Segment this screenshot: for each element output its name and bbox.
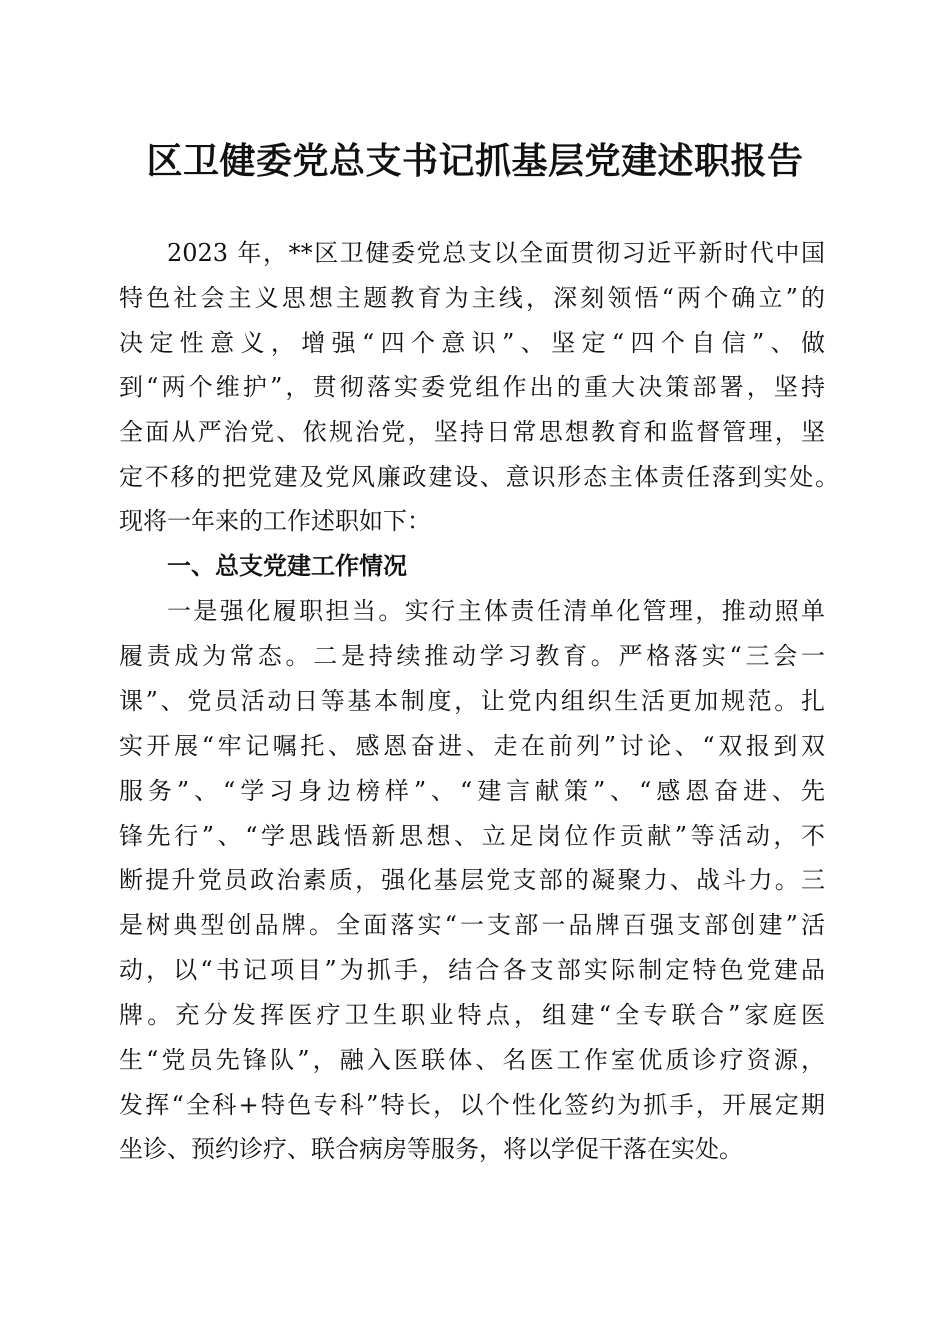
intro-line: 现将一年来的工作述职如下：	[119, 507, 431, 535]
body-line: 生“党员先锋队”，融入医联体、名医工作室优质诊疗资源，	[119, 1046, 825, 1074]
intro-line: 到“两个维护”，贯彻落实委党组作出的重大决策部署，坚持	[119, 373, 825, 401]
intro-line: 2023 年，**区卫健委党总支以全面贯彻习近平新时代中国	[167, 239, 825, 267]
intro-line: 定不移的把党建及党风廉政建设、意识形态主体责任落到实处。	[119, 463, 839, 491]
body-line: 发挥“全科+特色专科”特长，以个性化签约为抓手，开展定期	[119, 1091, 825, 1119]
intro-line: 决定性意义，增强“四个意识”、坚定“四个自信”、做	[119, 329, 825, 357]
body-line: 课”、党员活动日等基本制度，让党内组织生活更加规范。扎	[119, 687, 825, 715]
intro-line: 全面从严治党、依规治党，坚持日常思想教育和监督管理，坚	[119, 418, 825, 446]
body-line: 是树典型创品牌。全面落实“一支部一品牌百强支部创建”活	[119, 911, 825, 939]
body-line: 履责成为常态。二是持续推动学习教育。严格落实“三会一	[119, 642, 825, 670]
body-line: 坐诊、预约诊疗、联合病房等服务，将以学促干落在实处。	[119, 1135, 743, 1163]
intro-line: 特色社会主义思想主题教育为主线，深刻领悟“两个确立”的	[119, 284, 825, 312]
body-line: 断提升党员政治素质，强化基层党支部的凝聚力、战斗力。三	[119, 866, 825, 894]
body-line: 动，以“书记项目”为抓手，结合各支部实际制定特色党建品	[119, 956, 825, 984]
body-line: 一是强化履职担当。实行主体责任清单化管理，推动照单	[167, 597, 825, 625]
body-line: 牌。充分发挥医疗卫生职业特点，组建“全专联合”家庭医	[119, 1001, 825, 1029]
section-heading: 一、总支党建工作情况	[167, 552, 407, 580]
body-line: 实开展“牢记嘱托、感恩奋进、走在前列”讨论、“双报到双	[119, 732, 825, 760]
body-line: 锋先行”、“学思践悟新思想、立足岗位作贡献”等活动，不	[119, 822, 825, 850]
document-title: 区卫健委党总支书记抓基层党建述职报告	[146, 140, 804, 182]
body-line: 服务”、“学习身边榜样”、“建言献策”、“感恩奋进、先	[119, 777, 825, 805]
